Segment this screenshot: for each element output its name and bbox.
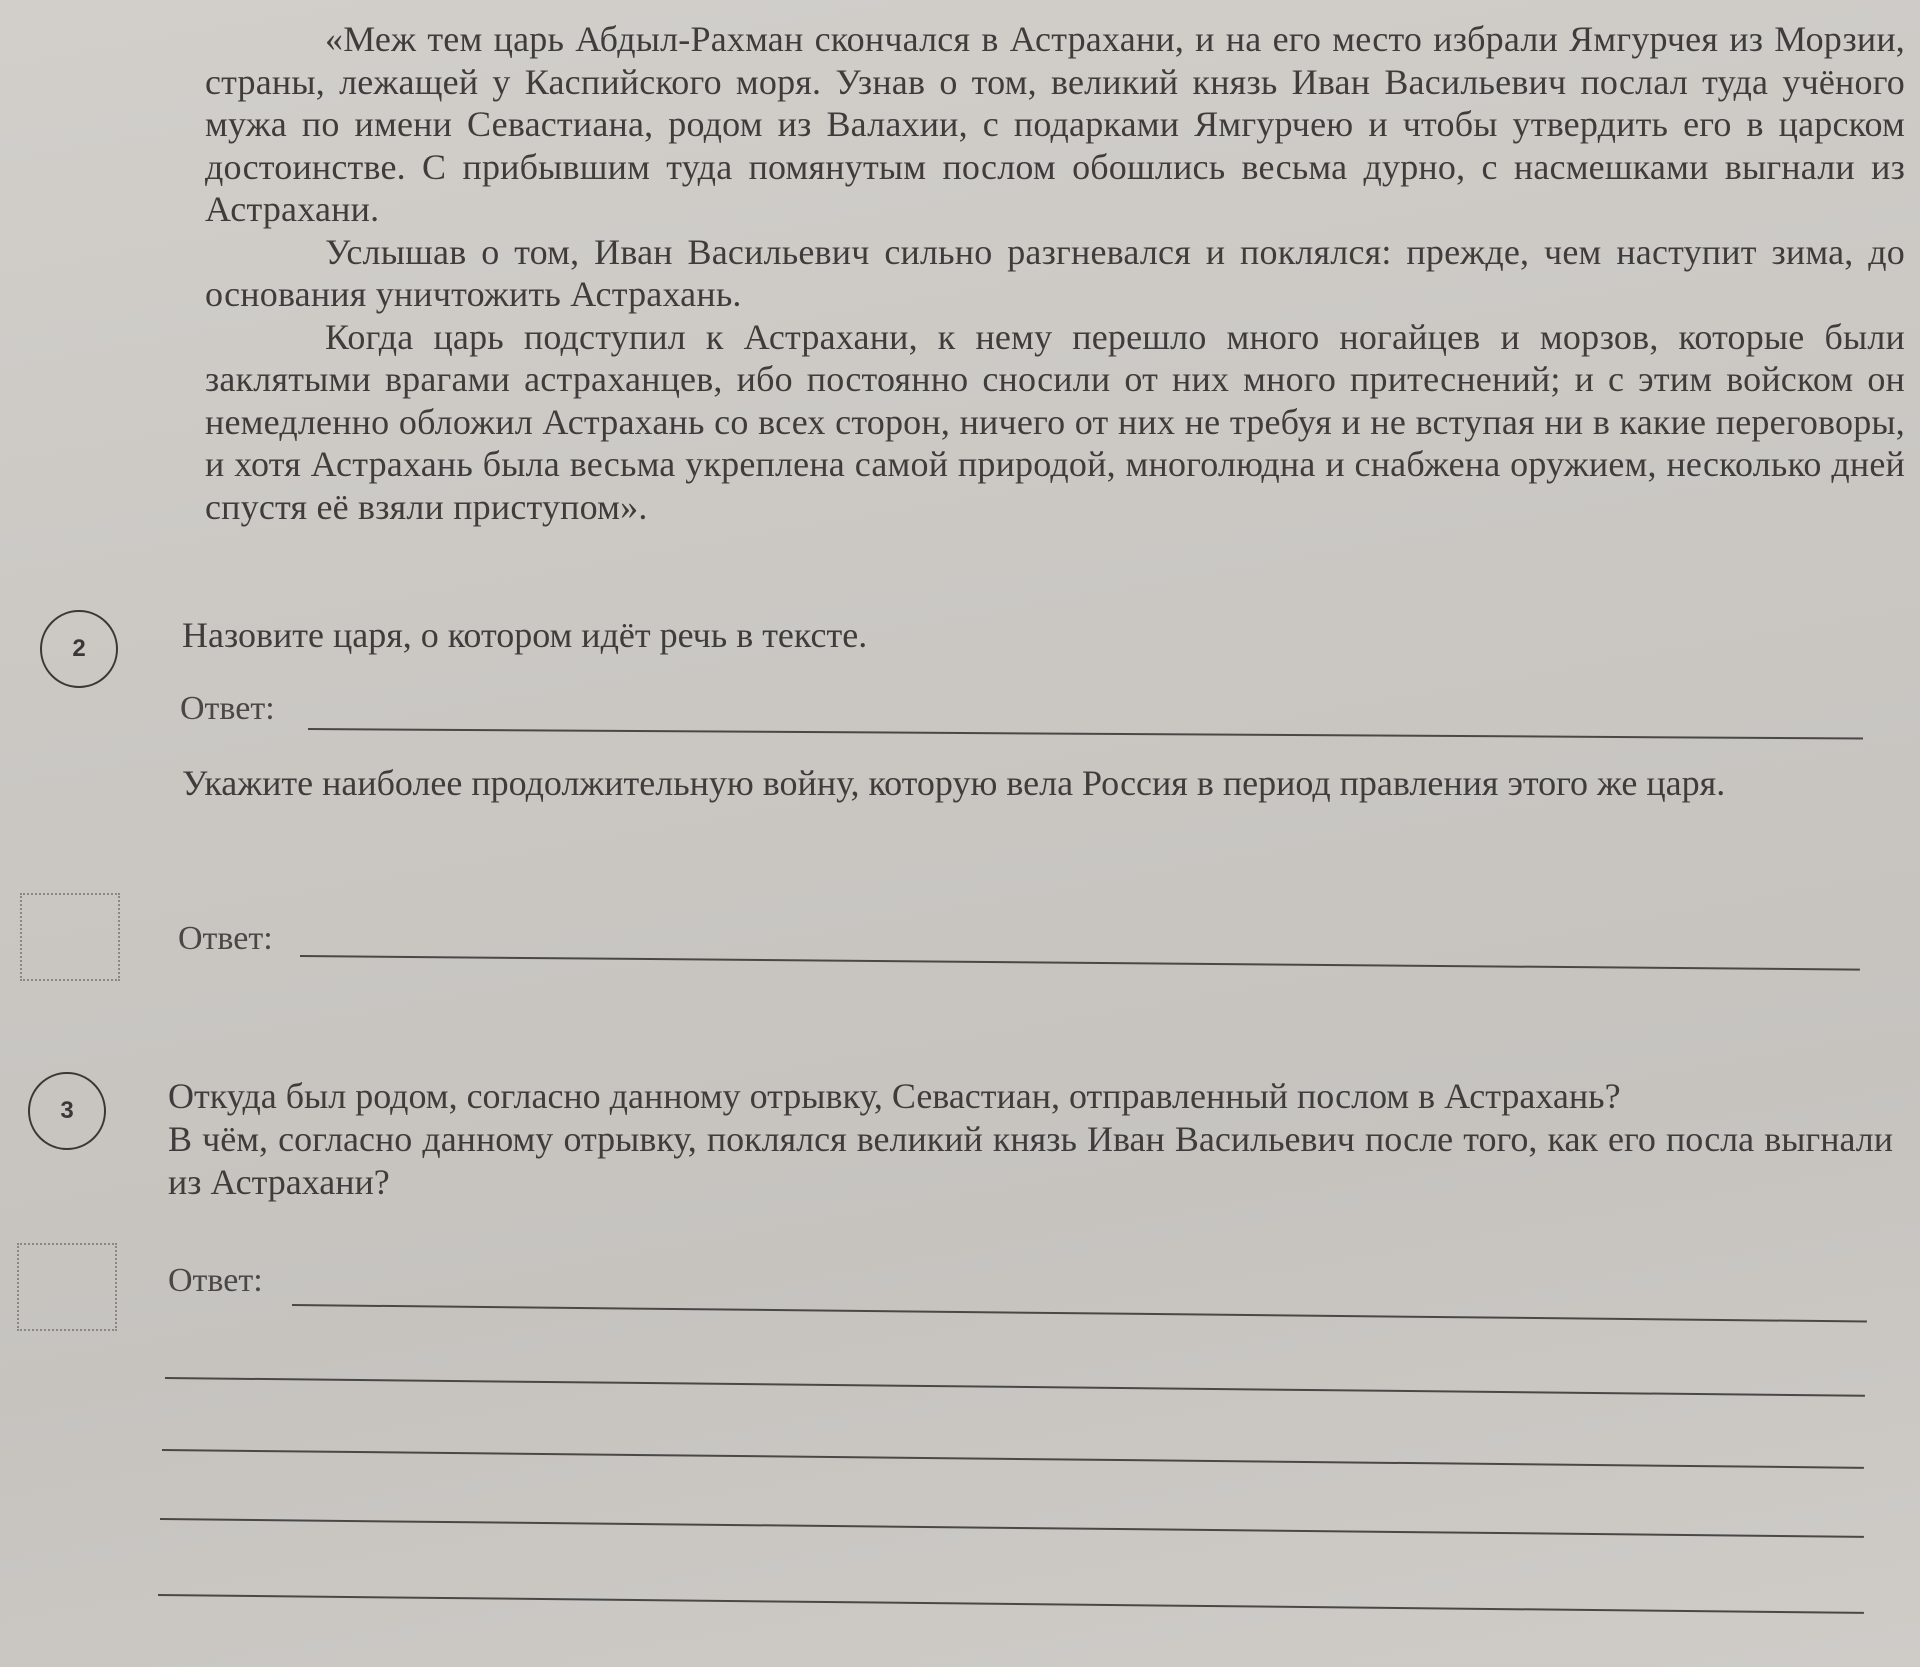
question-2-answer-line-1[interactable]	[308, 728, 1863, 739]
question-3-answer-line-2[interactable]	[165, 1377, 1865, 1397]
passage-paragraph-2: Услышав о том, Иван Васильевич сильно разгневался и поклялся: прежде, чем наступит зима, до основания уничтожить Астрахань.	[205, 231, 1905, 314]
question-2-score-box[interactable]	[20, 893, 120, 981]
question-2-answer-label-2: Ответ:	[178, 920, 273, 957]
source-passage	[205, 18, 1905, 528]
question-3-line-2: В чём, согласно данному отрывку, поклялся великий князь Иван Васильевич после того, как его посла выгнали из Астрахани?	[168, 1119, 1893, 1202]
question-3-line-1: Откуда был родом, согласно данному отрывку, Севастиан, отправленный послом в Астрахань?	[168, 1076, 1621, 1116]
question-3-answer-line-4[interactable]	[160, 1518, 1864, 1538]
question-2-text	[182, 614, 1902, 657]
passage-paragraph-3: Когда царь подступил к Астрахани, к нему перешло много ногайцев и морзов, которые были заклятыми врагами астраханцев, ибо постоянно сносили от них много притеснений; и с этим войском он немедленно обложил Астрахань со всех сторон, ничего от них не требуя и не вступая ни в какие переговоры, и хотя Астрахань была весьма укреплена самой природой, многолюдна и снабжена оружием, несколько дней спустя её взяли приступом».	[205, 316, 1905, 527]
question-2-part-2: Укажите наиболее продолжительную войну, которую вела Россия в период правления этого же царя.	[182, 763, 1726, 803]
question-3-text	[168, 1075, 1893, 1204]
question-2-answer-label-1: Ответ:	[180, 690, 275, 727]
question-3-answer-line-5[interactable]	[158, 1594, 1864, 1614]
question-2-number: 2	[40, 610, 118, 688]
passage-paragraph-1: «Меж тем царь Абдыл-Рахман скончался в Астрахани, и на его место избрали Ямгурчея из Морзии, страны, лежащей у Каспийского моря. Узнав о том, великий князь Иван Васильевич послал туда учёного мужа по имени Севастиана, родом из Валахии, с подарками Ямгурчею и чтобы утвердить его в царском достоинстве. С прибывшим туда помянутым послом обошлись весьма дурно, с насмешками выгнали из Астрахани.	[205, 19, 1905, 229]
question-3-score-box[interactable]	[17, 1243, 117, 1331]
question-3-answer-label: Ответ:	[168, 1262, 263, 1299]
question-3-number: 3	[28, 1072, 106, 1150]
question-2-part-2-text	[182, 762, 1892, 805]
question-2-answer-line-2[interactable]	[300, 955, 1860, 971]
question-3-answer-line-3[interactable]	[162, 1449, 1864, 1469]
question-3-answer-line-1[interactable]	[292, 1304, 1867, 1322]
question-2-part-1: Назовите царя, о котором идёт речь в тексте.	[182, 615, 868, 655]
